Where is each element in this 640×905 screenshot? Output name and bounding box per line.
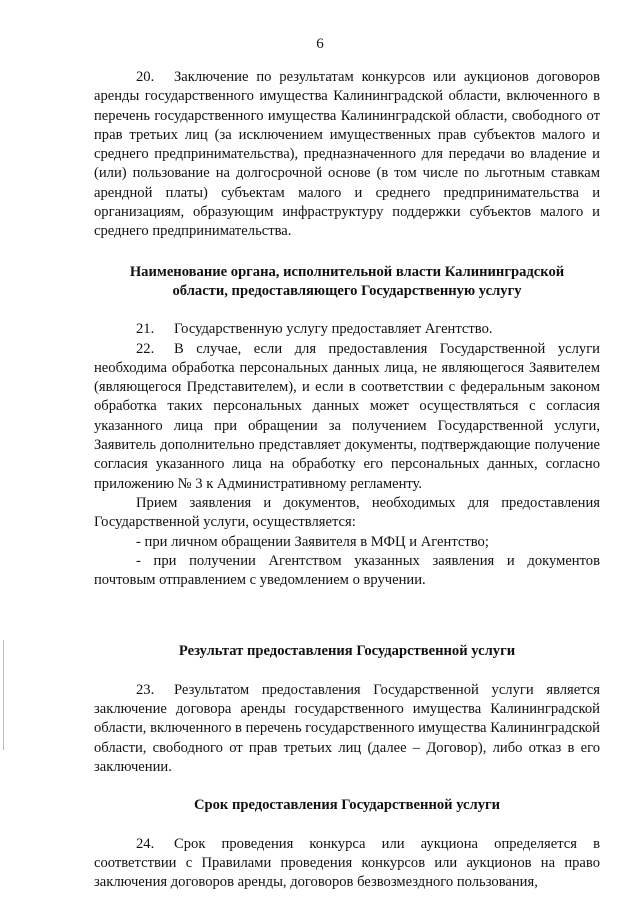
paragraph-text: Срок проведения конкурса или аукциона определяется в соответствии с Правилами проведения конкурсов или аукционов на право заключения договоров аренды, договоров безвозмездного пользования, bbox=[94, 835, 600, 891]
scan-edge-mark bbox=[3, 640, 4, 750]
paragraph-text: Заключение по результатам конкурсов или аукционов договоров аренды государственного имущества Калининградской области, включенного в перечень государственного имущества Калининградской области, свободного от прав третьих лиц (за исключением имущественных прав субъектов малого и среднего предпринимательства), предназначенного для передачи во владение и (или) пользование на долгосрочной основе (в том числе по льготным ставкам арендной платы) субъектам малого и среднего предпринимательства и организациям, образующим инфраструктуру поддержки субъектов малого и среднего предпринимательства. bbox=[94, 69, 600, 240]
section-heading-term: Срок предоставления Государственной услуги bbox=[193, 797, 501, 814]
paragraph-number: 21. bbox=[136, 321, 155, 338]
list-item-postal: - при получении Агентством указанных заявления и документов почтовым отправлением с уведомлением о вручении. bbox=[94, 552, 600, 589]
paragraph-number: 22. bbox=[136, 340, 155, 357]
paragraph-21 bbox=[94, 320, 600, 339]
paragraph-24 bbox=[94, 835, 600, 893]
paragraph-number: 23. bbox=[136, 681, 155, 698]
paragraph-text: В случае, если для предоставления Государственной услуги необходима обработка персональных данных лица, не являющегося Заявителем (являющегося Представителем), и если в соответствии с федеральным законом обработка таких персональных данных может осуществляться с согласия указанного лица при обращении за получением Государственной услуги, Заявитель дополнительно представляет документы, подтверждающие получение согласия указанного лица на обработку его персональных данных, согласно приложению № 3 к Административному регламенту. bbox=[94, 340, 600, 492]
page-content bbox=[94, 68, 600, 892]
page-number: 6 bbox=[316, 36, 324, 52]
paragraph-reception: Прием заявления и документов, необходимых для предоставления Государственной услуги, осуществляется: bbox=[94, 494, 600, 531]
paragraph-23 bbox=[94, 681, 600, 777]
paragraph-20 bbox=[94, 68, 600, 242]
paragraph-22 bbox=[94, 340, 600, 494]
paragraph-number: 24. bbox=[136, 835, 155, 852]
paragraph-text: Результатом предоставления Государственной услуги является заключение договора аренды государственного имущества Калининградской области, включенного в перечень государственного имущества Калининградской области, свободного от прав третьих лиц (далее – Договор), либо отказ в его заключении. bbox=[94, 681, 600, 775]
list-item-personal: - при личном обращении Заявителя в МФЦ и Агентство; bbox=[136, 533, 489, 550]
paragraph-number: 20. bbox=[136, 69, 155, 85]
paragraph-text: Государственную услугу предоставляет Агентство. bbox=[174, 321, 493, 338]
section-heading-result: Результат предоставления Государственной услуги bbox=[178, 643, 516, 660]
section-heading-authority: Наименование органа, исполнительной власти Калининградской области, предоставляющего Государственную услугу bbox=[129, 263, 565, 299]
